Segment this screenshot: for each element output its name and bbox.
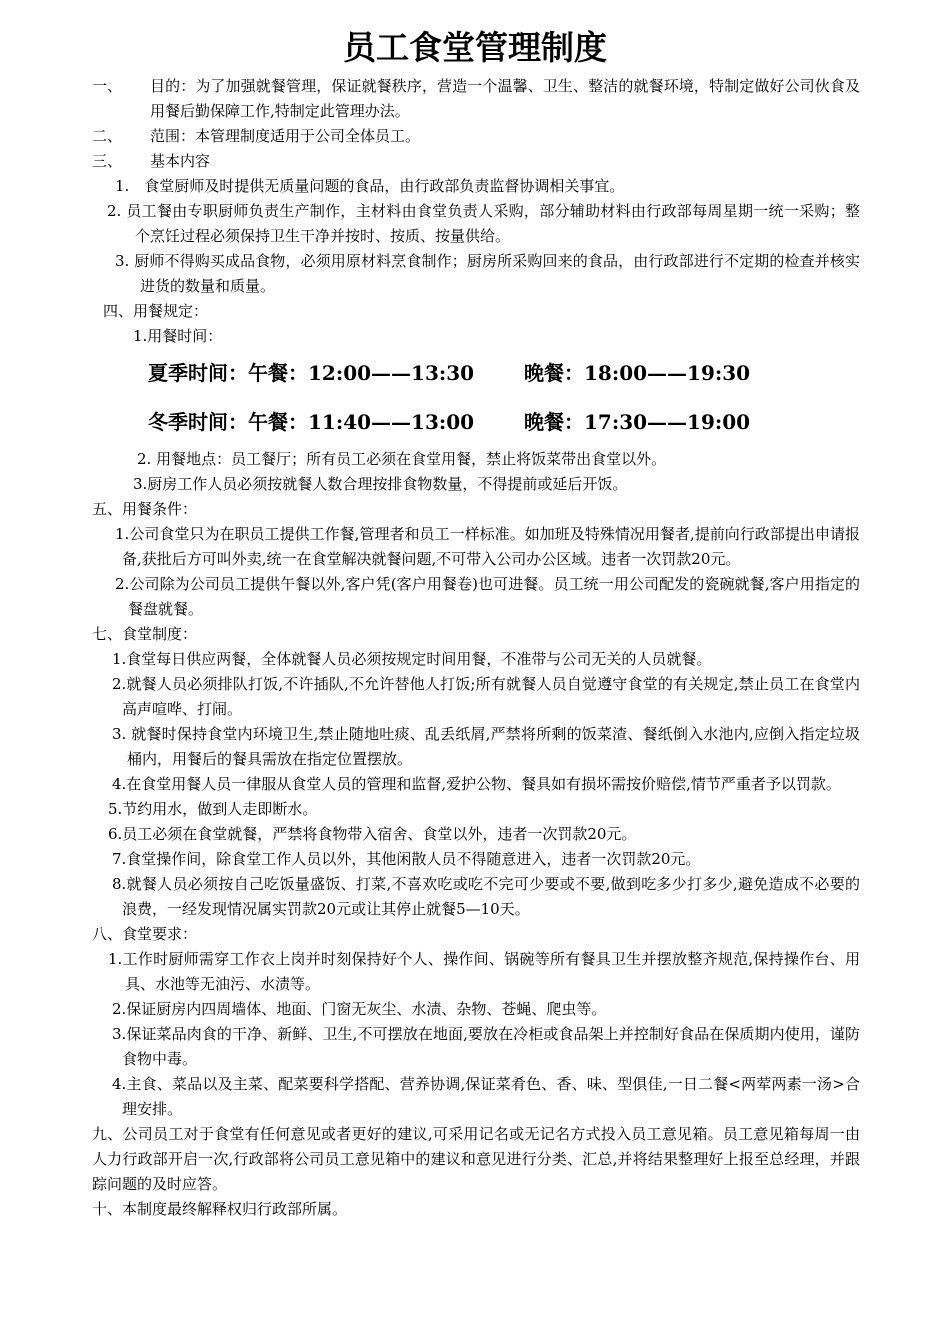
document-body: [0, 74, 950, 1222]
section-heading: 四、用餐规定：: [103, 302, 209, 320]
section-heading: 七、食堂制度：: [92, 625, 198, 643]
document-title: 员工食堂管理制度: [343, 28, 607, 67]
section-marker: 一、: [92, 77, 123, 95]
section-text: 范围：本管理制度适用于公司全体员工。: [150, 127, 421, 145]
list-item: 4.在食堂用餐人员一律服从食堂人员的管理和监督,爱护公物、餐具如有损坏需按价赔偿,情节严重者予以罚款。: [112, 775, 841, 793]
list-item: 3.厨房工作人员必须按就餐人数合理按排食物数量，不得提前或延后开饭。: [133, 475, 628, 493]
list-item: 7.食堂操作间，除食堂工作人员以外，其他闲散人员不得随意进入，违者一次罚款20元。: [112, 850, 701, 868]
summer-lunch: 夏季时间：午餐：12:00——13:30: [148, 361, 475, 385]
section-interpretation: 十、本制度最终解释权归行政部所属。: [92, 1200, 348, 1218]
summer-dinner: 晚餐：18:00——19:30: [524, 361, 751, 385]
section-scope: [0, 124, 860, 149]
list-item: 5.节约用水，做到人走即断水。: [108, 800, 318, 818]
list-item: 4.主食、菜品以及主菜、配菜要科学搭配、营养协调,保证菜肴色、香、味、型俱佳,一日二餐<两荤两素一汤>合理安排。: [112, 1075, 860, 1118]
meal-time-label: 1.用餐时间：: [133, 327, 223, 345]
section-purpose: [0, 74, 860, 124]
winter-schedule: [0, 398, 950, 447]
list-item: 1.食堂每日供应两餐，全体就餐人员必须按规定时间用餐，不准带与公司无关的人员就餐。: [112, 650, 712, 668]
list-item: 2. 用餐地点：员工餐厅；所有员工必须在食堂用餐，禁止将饭菜带出食堂以外。: [137, 450, 667, 468]
list-item: 2.保证厨房内四周墙体、地面、门窗无灰尘、水渍、杂物、苍蝇、爬虫等。: [112, 1000, 607, 1018]
list-item: 3. 厨师不得购买成品食物，必须用原材料烹食制作；厨房所采购回来的食品，由行政部进行不定期的检查并核实进货的数量和质量。: [115, 252, 860, 295]
list-item: 2. 员工餐由专职厨师负责生产制作，主材料由食堂负责人采购，部分辅助材料由行政部每周星期一统一采购；整个烹饪过程必须保持卫生干净并按时、按质、按量供给。: [107, 202, 860, 245]
summer-schedule: [0, 349, 950, 398]
section-marker: 三、: [92, 152, 123, 170]
section-text: 基本内容: [150, 152, 211, 170]
section-heading: 五、用餐条件：: [92, 500, 198, 518]
section-text: 目的：为了加强就餐管理，保证就餐秩序，营造一个温馨、卫生、整洁的就餐环境，特制定做好公司伙食及用餐后勤保障工作,特制定此管理办法。: [150, 77, 860, 120]
list-item: 1.公司食堂只为在职员工提供工作餐,管理者和员工一样标准。如加班及特殊情况用餐者,提前向行政部提出申请报备,获批后方可叫外卖,统一在食堂解决就餐问题,不可带入公司办公区域。违者一次罚款20元。: [115, 525, 860, 568]
list-item: 2.公司除为公司员工提供午餐以外,客户凭(客户用餐卷)也可进餐。员工统一用公司配发的瓷碗就餐,客户用指定的餐盘就餐。: [115, 575, 860, 618]
list-item: 8.就餐人员必须按自己吃饭量盛饭、打菜,不喜欢吃或吃不完可少要或不要,做到吃多少打多少,避免造成不必要的浪费，一经发现情况属实罚款20元或让其停止就餐5—10天。: [112, 875, 860, 918]
list-item: 3.保证菜品肉食的干净、新鲜、卫生,不可摆放在地面,要放在冷柜或食品架上并控制好食品在保质期内使用，谨防食物中毒。: [112, 1025, 860, 1068]
section-marker: 二、: [92, 127, 123, 145]
winter-lunch: 冬季时间：午餐：11:40——13:00: [148, 410, 475, 434]
section-heading: 八、食堂要求：: [92, 925, 198, 943]
list-item: 6.员工必须在食堂就餐，严禁将食物带入宿舍、食堂以外，违者一次罚款20元。: [108, 825, 637, 843]
section-suggestions: 九、公司员工对于食堂有任何意见或者更好的建议,可采用记名或无记名方式投入员工意见箱。员工意见箱每周一由人力行政部开启一次,行政部将公司员工意见箱中的建议和意见进行分类、汇总,并将结果整理好上报至总经理，并跟踪问题的及时应答。: [92, 1125, 860, 1193]
winter-dinner: 晚餐：17:30——19:00: [524, 410, 751, 434]
list-item: 1. 食堂厨师及时提供无质量问题的食品，由行政部负责监督协调相关事宜。: [115, 177, 625, 195]
list-item: 2.就餐人员必须排队打饭,不许插队,不允许替他人打饭;所有就餐人员自觉遵守食堂的有关规定,禁止员工在食堂内高声喧哗、打闹。: [112, 675, 860, 718]
list-item: 3. 就餐时保持食堂内环境卫生,禁止随地吐痰、乱丢纸屑,严禁将所剩的饭菜渣、餐纸倒入水池内,应倒入指定垃圾桶内，用餐后的餐具需放在指定位置摆放。: [112, 725, 860, 768]
section-basic-content: [0, 149, 860, 174]
list-item: 1.工作时厨师需穿工作衣上岗并时刻保持好个人、操作间、锅碗等所有餐具卫生并摆放整齐规范,保持操作台、用具、水池等无油污、水渍等。: [108, 950, 860, 993]
